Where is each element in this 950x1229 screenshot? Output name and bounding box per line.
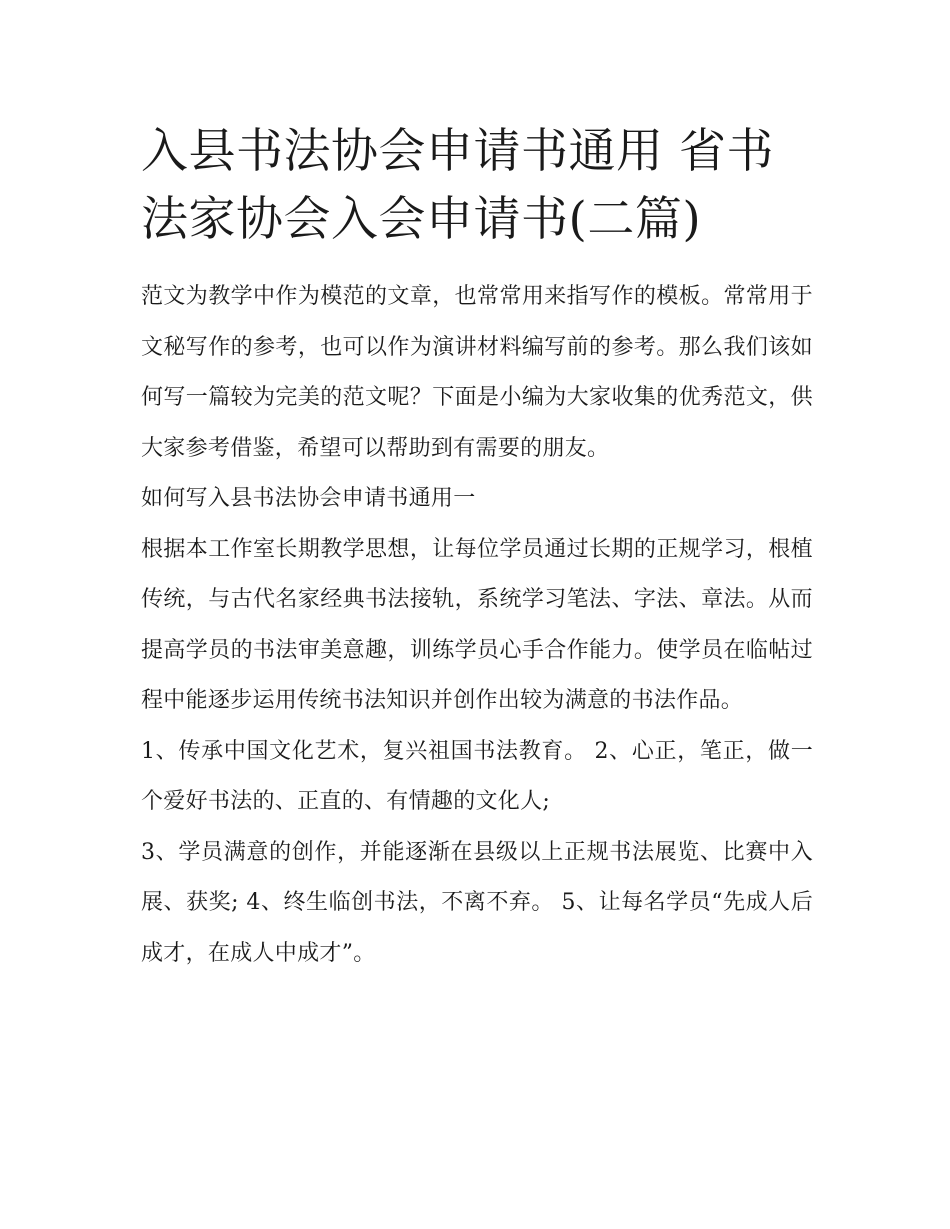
intro-paragraph: 范文为教学中作为模范的文章，也常常用来指写作的模板。常常用于文秘写作的参考，也可以作为演讲材料编写前的参考。那么我们该如何写一篇较为完美的范文呢？下面是小编为大家收集的优秀范文，供大家参考借鉴，希望可以帮助到有需要的朋友。 [141, 284, 813, 461]
document-page [141, 118, 813, 979]
goals-paragraph-1: 1、传承中国文化艺术，复兴祖国书法教育。 2、心正，笔正，做一个爱好书法的、正直的、有情趣的文化人; [141, 738, 813, 814]
goals-paragraph-2: 3、学员满意的创作，并能逐渐在县级以上正规书法展览、比赛中入展、获奖; 4、终生临创书法，不离不弃。 5、让每名学员“先成人后成才，在成人中成才”。 [141, 839, 813, 966]
document-title: 入县书法协会申请书通用 省书法家协会入会申请书(二篇) [141, 124, 774, 247]
section-heading: 如何写入县书法协会申请书通用一 [141, 486, 476, 511]
body-paragraph: 根据本工作室长期教学思想，让每位学员通过长期的正规学习，根植传统，与古代名家经典书法接轨，系统学习笔法、字法、章法。从而提高学员的书法审美意趣，训练学员心手合作能力。使学员在临帖过程中能逐步运用传统书法知识并创作出较为满意的书法作品。 [141, 536, 813, 713]
